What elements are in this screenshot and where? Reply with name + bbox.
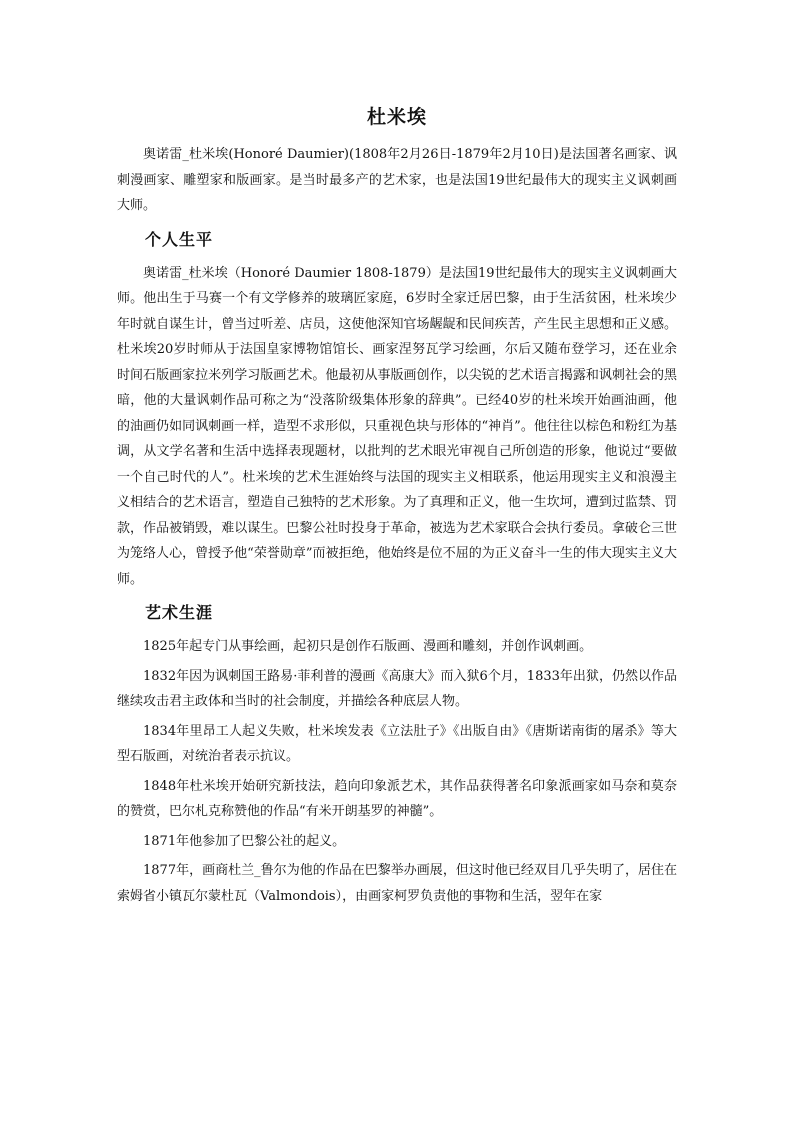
career-paragraph-1: 1825年起专门从事绘画，起初只是创作石版画、漫画和雕刻，并创作讽刺画。: [143, 639, 593, 654]
career-paragraph-5: 1871年他参加了巴黎公社的起义。: [143, 833, 346, 849]
document-page: [117, 98, 677, 909]
career-paragraph-3: 1834年里昂工人起义失败，杜米埃发表《立法肚子》《出版自由》《唐斯诺南街的屠杀》等大型石版画，对统治者表示抗议。: [117, 723, 677, 764]
section-heading-biography: 个人生平: [145, 229, 214, 249]
career-paragraph-6: 1877年，画商杜兰_鲁尔为他的作品在巴黎举办画展，但这时他已经双目几乎失明了，居住在索姆省小镇瓦尔蒙杜瓦（Valmondois），由画家柯罗负责他的事物和生活，翌年在家: [117, 863, 677, 904]
intro-paragraph: 奥诺雷_杜米埃(Honoré Daumier)(1808年2月26日-1879年2月10日)是法国著名画家、讽刺漫画家、雕塑家和版画家。是当时最多产的艺术家，也是法国19世纪最伟大的现实主义讽刺画大师。: [117, 147, 677, 213]
document-title: 杜米埃: [366, 106, 427, 128]
biography-paragraph: 奥诺雷_杜米埃（Honoré Daumier 1808-1879）是法国19世纪最伟大的现实主义讽刺画大师。他出生于马赛一个有文学修养的玻璃匠家庭，6岁时全家迁居巴黎，由于生活贫困，杜米埃少年时就自谋生计，曾当过听差、店员，这使他深知官场龌龊和民间疾苦，产生民主思想和正义感。杜米埃20岁时师从于法国皇家博物馆馆长、画家涅努瓦学习绘画，尔后又随布登学习，还在业余时间石版画家拉米列学习版画艺术。他最初从事版画创作，以尖锐的艺术语言揭露和讽刺社会的黑暗，他的大量讽刺作品可称之为“没落阶级集体形象的辞典”。已经40岁的杜米埃开始画油画，他的油画仍如同讽刺画一样，造型不求形似，只重视色块与形体的“神肖”。他往往以棕色和粉红为基调，从文学名著和生活中选择表现题材，以批判的艺术眼光审视自己所创造的形象，他说过“要做一个自己时代的人”。杜米埃的艺术生涯始终与法国的现实主义相联系，他运用现实主义和浪漫主义相结合的艺术语言，塑造自己独特的艺术形象。为了真理和正义，他一生坎坷，遭到过监禁、罚款，作品被销毁，难以谋生。巴黎公社时投身于革命，被选为艺术家联合会执行委员。拿破仑三世为笼络人心，曾授予他“荣誉勋章”而被拒绝，他始终是位不屈的为正义奋斗一生的伟大现实主义大师。: [117, 265, 677, 587]
section-heading-career: 艺术生涯: [145, 603, 214, 622]
career-paragraph-4: 1848年杜米埃开始研究新技法，趋向印象派艺术，其作品获得著名印象派画家如马奈和莫奈的赞赏，巴尔札克称赞他的作品“有米开朗基罗的神髓”。: [117, 778, 677, 819]
career-paragraph-2: 1832年因为讽刺国王路易·菲利普的漫画《高康大》而入狱6个月，1833年出狱，仍然以作品继续攻击君主政体和当时的社会制度，并描绘各种底层人物。: [117, 668, 677, 709]
